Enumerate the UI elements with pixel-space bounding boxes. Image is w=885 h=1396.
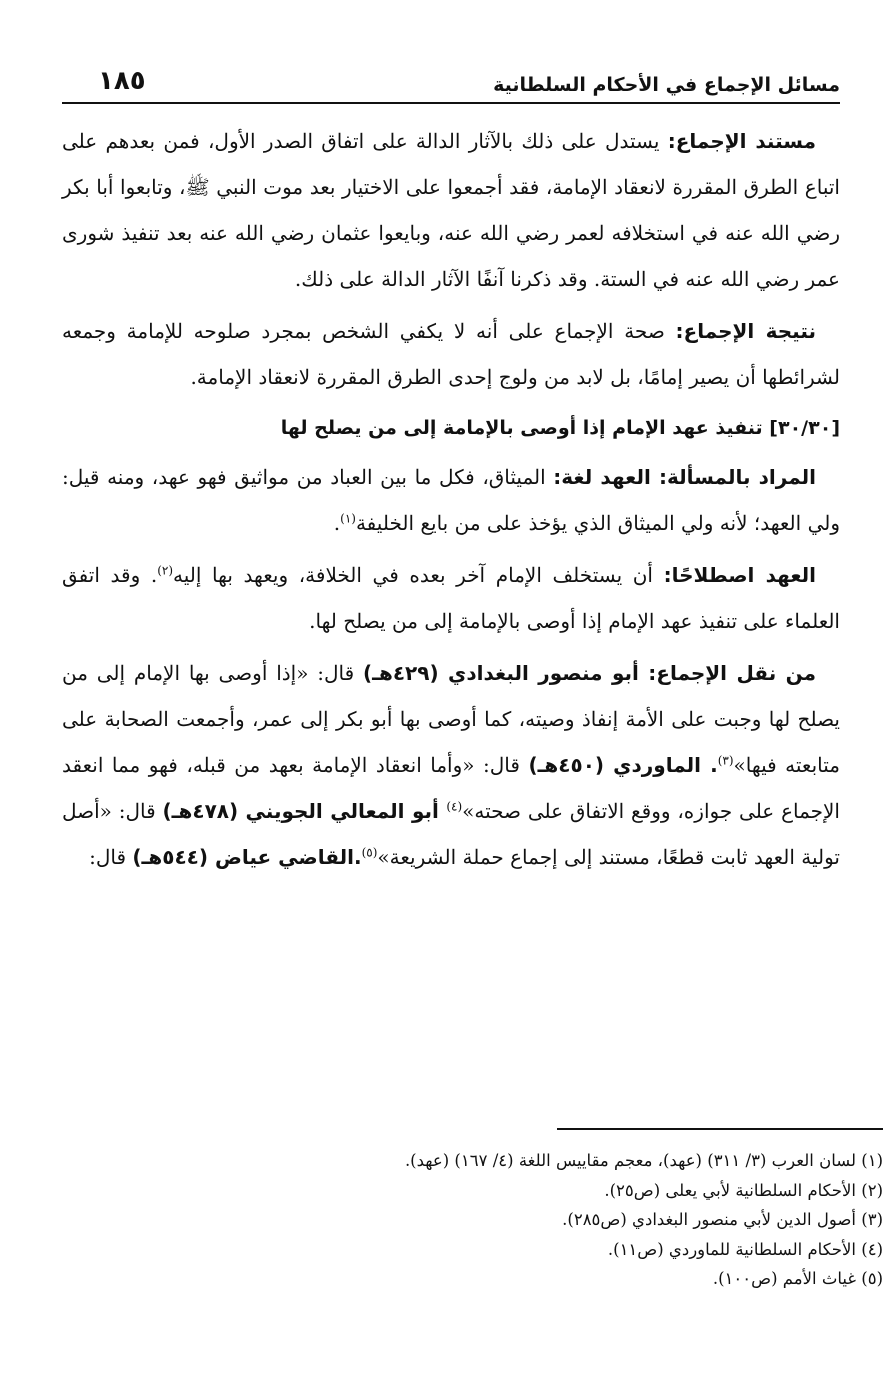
book-page (62, 52, 840, 886)
paragraph-text: الميثاق، فكل ما بين العباد من مواثيق فهو عهد، ومنه قيل: ولي العهد؛ لأنه ولي الميثاق الذي يؤخذ على من بايع الخليفة (62, 465, 840, 535)
footnote-ref[interactable]: (٤) (446, 799, 463, 814)
scholar-name: أبو المعالي الجويني (٤٧٨هـ) (162, 799, 447, 823)
scholar-name: . الماوردي (٤٥٠هـ) (528, 753, 718, 777)
footnote-item: (٢) الأحكام السلطانية لأبي يعلى (ص٢٥). (604, 1180, 883, 1200)
body-text (62, 118, 840, 880)
paragraph-tail: . وقد اتفق العلماء على تنفيذ عهد الإمام إذا أوصى بالإمامة إلى من يصلح لها. (62, 563, 840, 633)
quote-text: قال: «إذا أوصى بها الإمام إلى من يصلح لها وجبت على الأمة إنفاذ وصيته، كما أوصى بها أبو بكر إلى عمر، وأجمعت الصحابة على متابعته فيها» (62, 661, 840, 777)
footnote-item: (٤) الأحكام السلطانية للماوردي (ص١١). (607, 1239, 883, 1259)
paragraph-text: أن يستخلف الإمام آخر بعده في الخلافة، ويعهد بها إليه (173, 563, 664, 587)
paragraph-consensus-result (62, 308, 840, 400)
scholar-name: .القاضي عياض (٥٤٤هـ) (132, 845, 362, 869)
footnote-item: (٣) أصول الدين لأبي منصور البغدادي (ص٢٨٥). (562, 1210, 883, 1229)
quote-text: قال: (89, 845, 133, 869)
paragraph-consensus-basis (62, 118, 840, 302)
paragraph-text: يستدل على ذلك بالآثار الدالة على اتفاق الصدر الأول، فمن بعدهم على اتباع الطرق المقررة لانعقاد الإمامة، فقد أجمعوا على الاختيار بعد موت النبي ﷺ، وتابعوا أبا بكر رضي الله عنه في استخلافه لعمر رضي الله عنه، وبايعوا عثمان رضي الله عنه بعد تنفيذ شورى عمر رضي الله عنه في الستة. وقد ذكرنا آنفًا الآثار الدالة على ذلك. (62, 129, 840, 291)
footnote-ref[interactable]: (٣) (717, 753, 734, 768)
paragraph-issue-meaning (62, 454, 840, 546)
paragraph-text: صحة الإجماع على أنه لا يكفي الشخص بمجرد صلوحه للإمامة وجمعه لشرائطها أن يصير إمامًا، بل لابد من ولوج إحدى الطرق المقررة لانعقاد الإمامة. (62, 319, 840, 389)
footnotes-list (105, 1146, 883, 1294)
paragraph-consensus-transmitters (62, 650, 840, 880)
paragraph-label: المراد بالمسألة: (659, 465, 817, 489)
paragraph-sublabel: العهد لغة: (553, 465, 660, 489)
running-header (62, 52, 840, 104)
footnote-item: (٥) غياث الأمم (ص١٠٠). (712, 1269, 883, 1288)
paragraph-label: من نقل الإجماع: (648, 661, 816, 685)
footnote-divider (557, 1128, 883, 1130)
quote-text: قال: «أصل تولية العهد ثابت قطعًا، مستند إلى إجماع حملة الشريعة» (62, 799, 840, 869)
page-number: ١٨٥ (98, 66, 146, 96)
footnote-ref[interactable]: (٥) (361, 845, 378, 860)
running-title: مسائل الإجماع في الأحكام السلطانية (493, 74, 840, 96)
paragraph-label: نتيجة الإجماع: (675, 319, 817, 343)
quote-text: قال: «وأما انعقاد الإمامة بعهد من قبله، فهو مما انعقد الإجماع على جوازه، ووقع الاتفاق على صحته» (62, 753, 840, 823)
paragraph-label: مستند الإجماع: (667, 129, 816, 153)
scholar-name: أبو منصور البغدادي (٤٢٩هـ) (363, 661, 649, 685)
paragraph-term-definition (62, 552, 840, 644)
paragraph-label: العهد اصطلاحًا: (663, 563, 816, 587)
footnote-item: (١) لسان العرب (٣/ ٣١١) (عهد)، معجم مقاييس اللغة (٤/ ١٦٧) (عهد). (404, 1151, 883, 1170)
section-heading: [٣٠/٣٠] تنفيذ عهد الإمام إذا أوصى بالإمامة إلى من يصلح لها (280, 417, 840, 439)
paragraph-tail: . (333, 511, 341, 535)
footnote-ref[interactable]: (٢) (157, 563, 174, 578)
footnote-ref[interactable]: (١) (340, 511, 356, 526)
